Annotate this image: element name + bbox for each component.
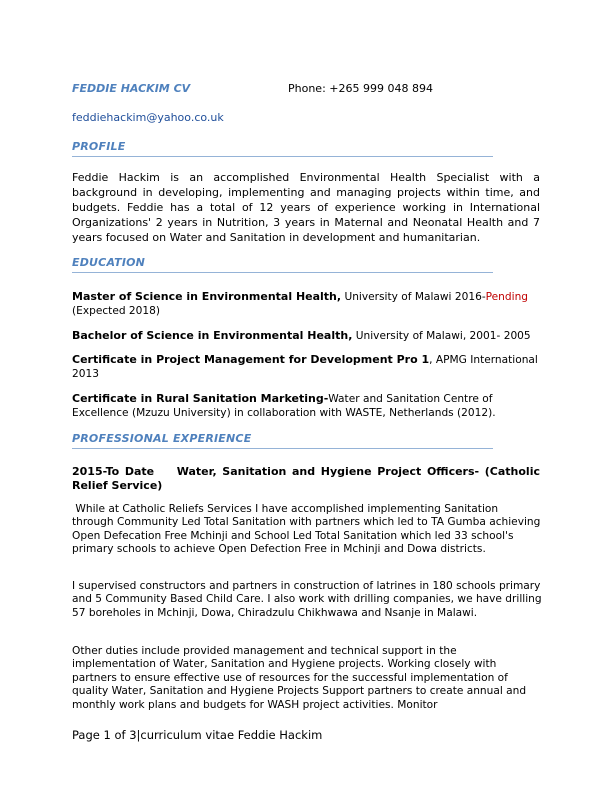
education-item-msc	[72, 290, 542, 318]
experience-paragraph-2: I supervised constructors and partners in construction of latrines in 180 schools primary and 5 Community Based Child Care. I also work with drilling companies, we have drilling 57 boreholes in Mchinji, Dowa, Chiradzulu Chikhwawa and Nsanje in Malawi.	[72, 580, 542, 619]
education-detail: Water and Sanitation Centre of Excellence (Mzuzu University) in collaboration with WASTE, Netherlands (2012).	[72, 393, 496, 419]
experience-paragraph-1: While at Catholic Reliefs Services I have accomplished implementing Sanitation through Community Led Total Sanitation with partners which led to TA Gumba achieving Open Defecation Free Mchinji and School Led Total Sanitation which led 33 school's primary schools to achieve Open Defection Free in Mchinji and Dowa districts.	[72, 503, 544, 556]
page-footer: Page 1 of 3|curriculum vitae Feddie Hackim	[72, 728, 323, 742]
phone-number: Phone: +265 999 048 894	[288, 82, 433, 95]
education-item-project-management	[72, 353, 542, 381]
experience-divider	[72, 448, 493, 449]
cv-name: FEDDIE HACKIM CV	[72, 82, 191, 95]
profile-heading: PROFILE	[72, 140, 126, 153]
education-title: Certificate in Project Management for Development Pro 1	[72, 353, 430, 366]
education-extra: (Expected 2018)	[72, 305, 161, 317]
education-detail: University of Malawi 2016-	[341, 291, 486, 303]
profile-text: Feddie Hackim is an accomplished Environmental Health Specialist with a background in developing, implementing and managing projects within time, and budgets. Feddie has a total of 12 years of experience working in International Organizations' 2 years in Nutrition, 3 years in Maternal and Neonatal Health and 7 years focused on Water and Sanitation in development and humanitarian.	[72, 171, 540, 244]
profile-divider	[72, 156, 493, 157]
education-title: Master of Science in Environmental Health,	[72, 290, 342, 303]
education-title: Bachelor of Science in Environmental Health,	[72, 329, 353, 342]
education-title: Certificate in Rural Sanitation Marketing-	[72, 392, 329, 405]
job-title: 2015-To Date Water, Sanitation and Hygiene Project Officers- (Catholic Relief Service)	[72, 465, 544, 492]
email-address: feddiehackim@yahoo.co.uk	[72, 111, 224, 124]
education-heading: EDUCATION	[72, 256, 146, 269]
education-item-sanitation-marketing	[72, 392, 542, 420]
education-detail: University of Malawi, 2001- 2005	[352, 330, 531, 342]
experience-paragraph-3: Other duties include provided management and technical support in the implementation of Water, Sanitation and Hygiene projects. Working closely with partners to ensure effective use of resources for the successful implementation of quality Water, Sanitation and Hygiene Projects Support partners to create annual and monthly work plans and budgets for WASH project activities. Monitor	[72, 645, 527, 711]
status-pending: Pending	[485, 291, 529, 303]
education-item-bsc	[72, 329, 542, 343]
experience-heading: PROFESSIONAL EXPERIENCE	[72, 432, 252, 445]
education-detail: , APMG International 2013	[72, 354, 538, 380]
education-divider	[72, 272, 493, 273]
